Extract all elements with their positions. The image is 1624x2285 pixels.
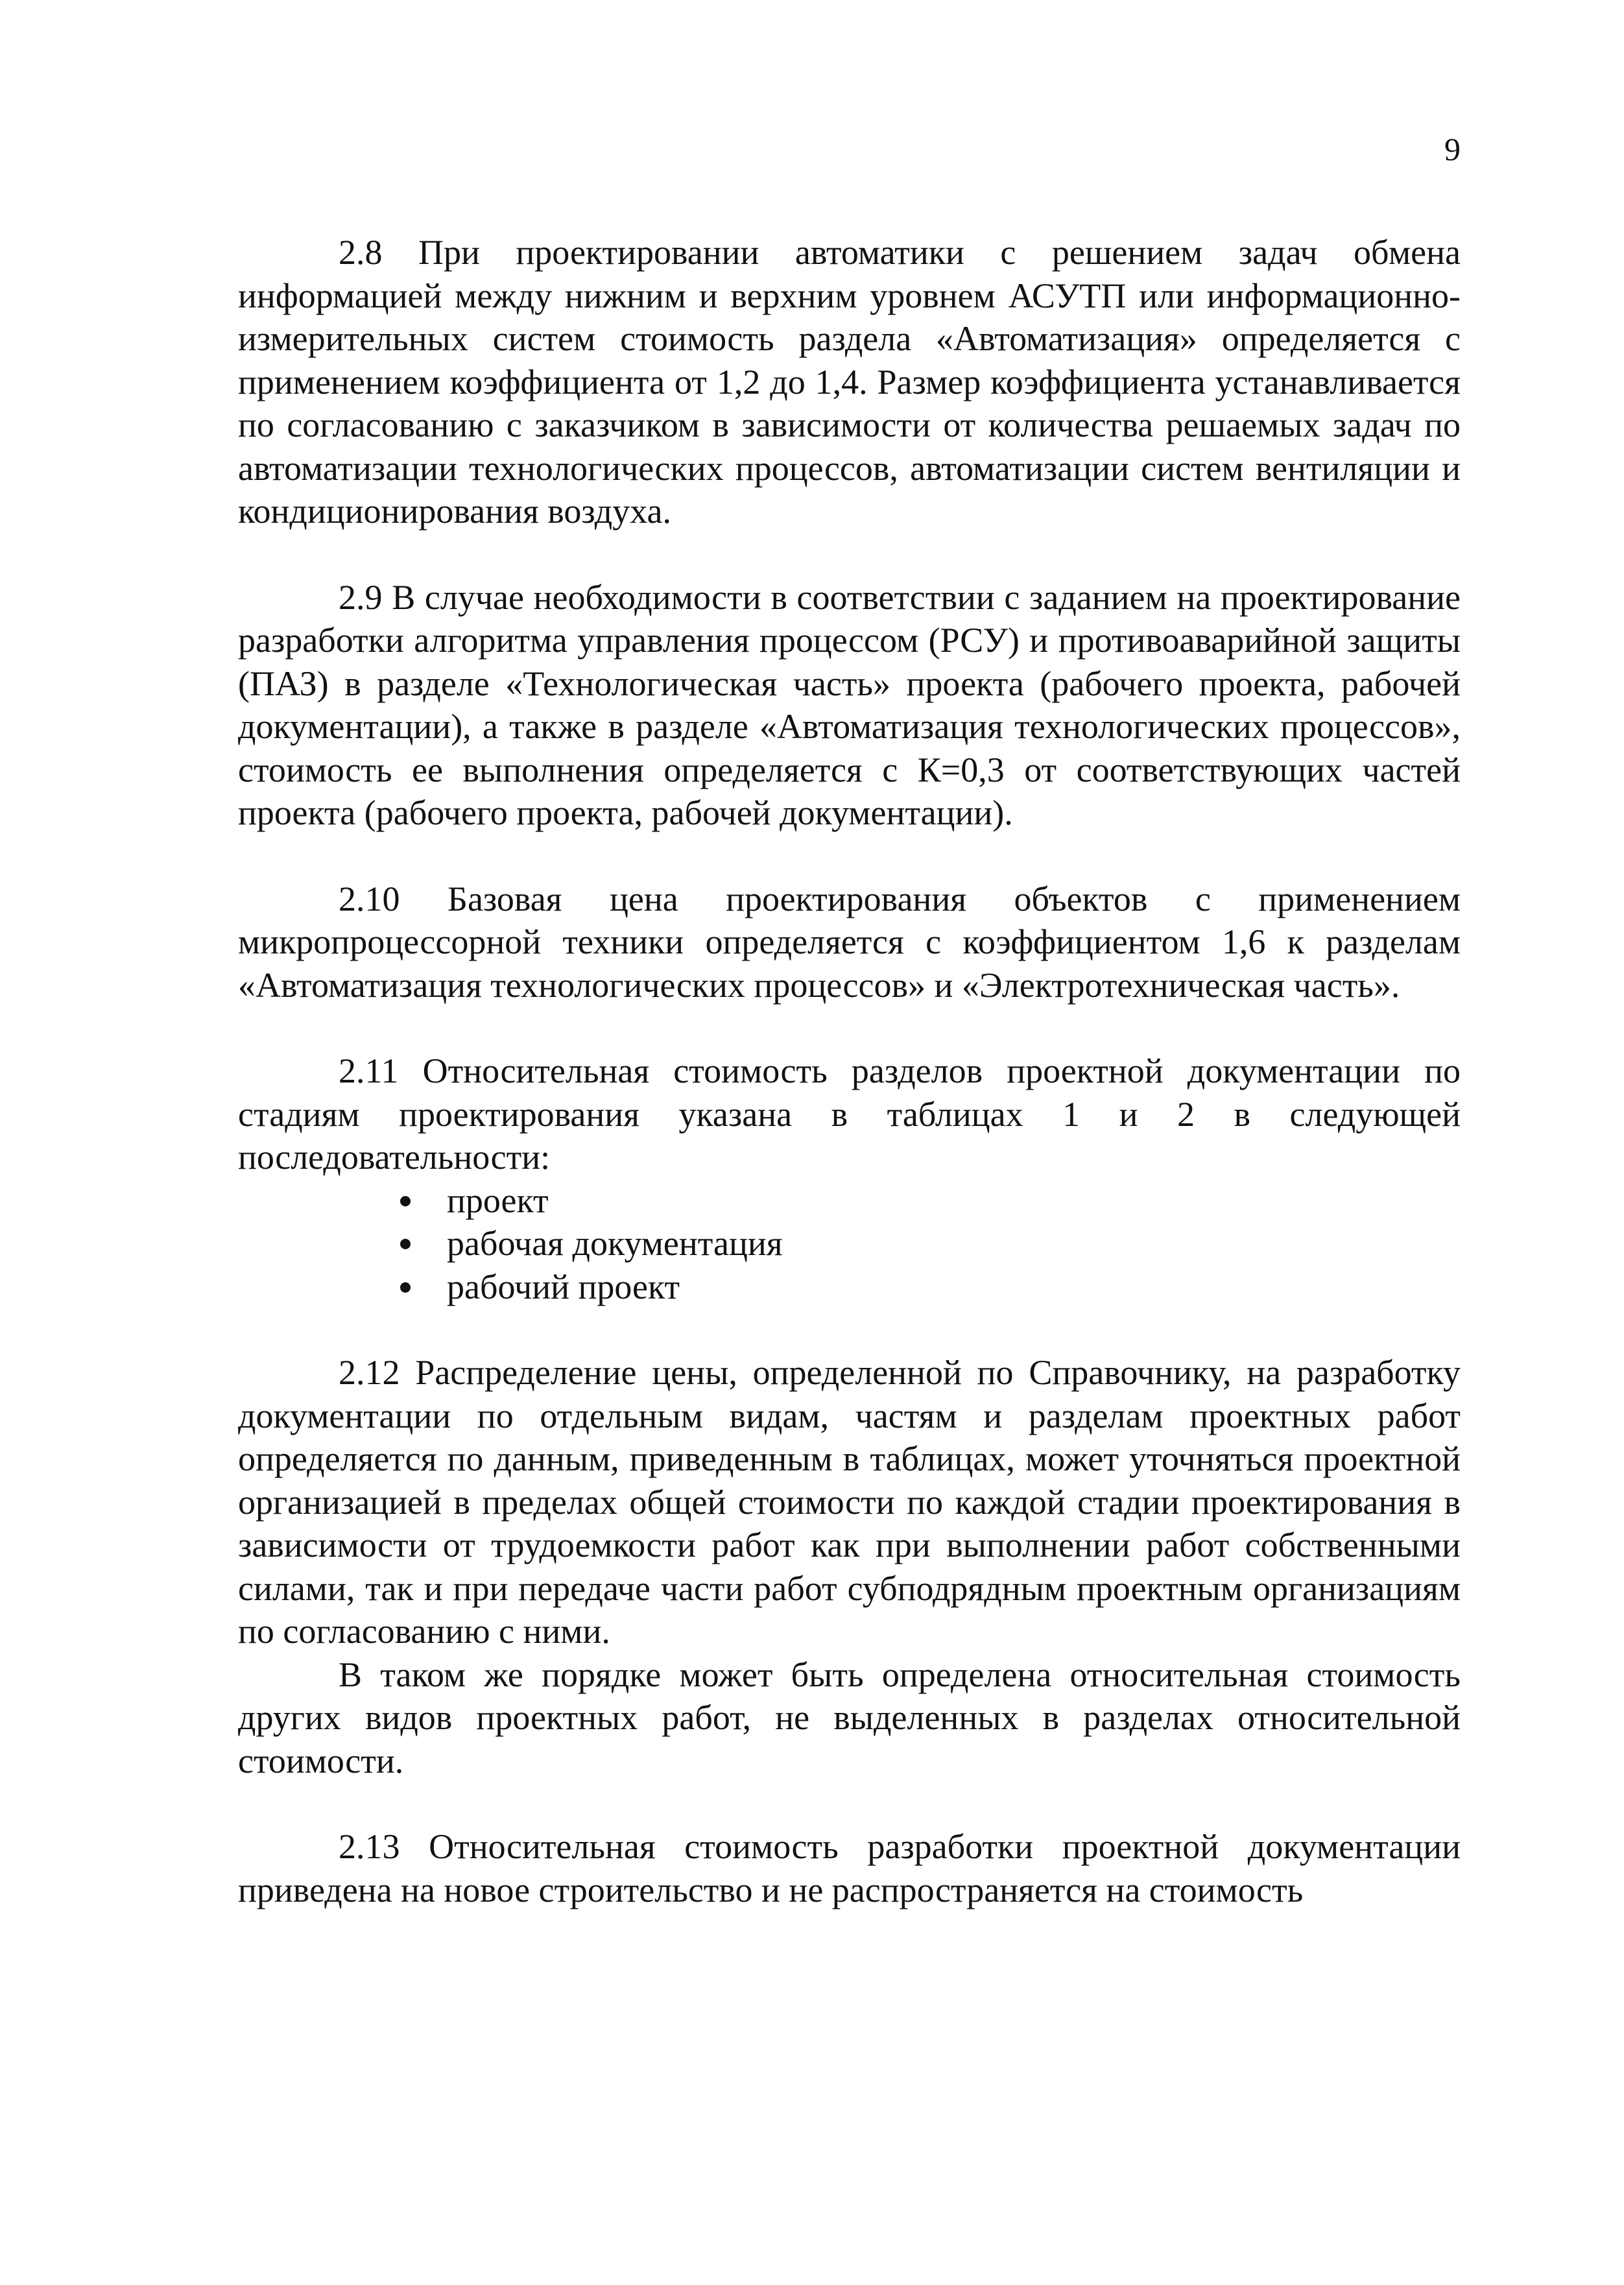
page-number: 9: [1444, 131, 1461, 167]
paragraph-2-13: 2.13 Относительная стоимость разработки проектной документации приведена на новое строительство и не распространяется на стоимость: [238, 1827, 1461, 1909]
stage-list: [238, 1179, 1461, 1309]
paragraph-2-9: 2.9 В случае необходимости в соответствии с заданием на проектирование разработки алгоритма управления процессом (РСУ) и противоаварийной защиты (ПАЗ) в разделе «Технологическая часть» проекта (рабочего проекта, рабочей документации), а также в разделе «Автоматизация технологических процессов», стоимость ее выполнения определяется с К=0,3 от соответствующих частей проекта (рабочего проекта, рабочей документации).: [238, 577, 1461, 832]
paragraph-2-11: 2.11 Относительная стоимость разделов проектной документации по стадиям проектирования указана в таблицах 1 и 2 в следующей последовательности:: [238, 1051, 1461, 1177]
paragraph-2-10: 2.10 Базовая цена проектирования объектов с применением микропроцессорной техники определяется с коэффициентом 1,6 к разделам «Автоматизация технологических процессов» и «Электротехническая часть».: [238, 879, 1461, 1005]
list-item: проект: [400, 1179, 1461, 1223]
paragraph-2-8: 2.8 При проектировании автоматики с решением задач обмена информацией между нижним и верхним уровнем АСУТП или информационно-измерительных систем стоимость раздела «Автоматизация» определяется с применением коэффициента от 1,2 до 1,4. Размер коэффициента устанавливается по согласованию с заказчиком в зависимости от количества решаемых задач по автоматизации технологических процессов, автоматизации систем вентиляции и кондиционирования воздуха.: [238, 233, 1461, 531]
paragraph-2-12: 2.12 Распределение цены, определенной по Справочнику, на разработку документации по отдельным видам, частям и разделам проектных работ определяется по данным, приведенным в таблицах, может уточняться проектной организацией в пределах общей стоимости по каждой стадии проектирования в зависимости от трудоемкости работ как при выполнении работ собственными силами, так и при передаче части работ субподрядным проектным организациям по согласованию с ними.: [238, 1353, 1461, 1651]
list-item: рабочий проект: [400, 1265, 1461, 1309]
document-body: [238, 231, 1461, 1911]
paragraph-2-12-continued: В таком же порядке может быть определена относительная стоимость других видов проектных работ, не выделенных в разделах относительной стоимости.: [238, 1655, 1461, 1780]
list-item: рабочая документация: [400, 1222, 1461, 1265]
